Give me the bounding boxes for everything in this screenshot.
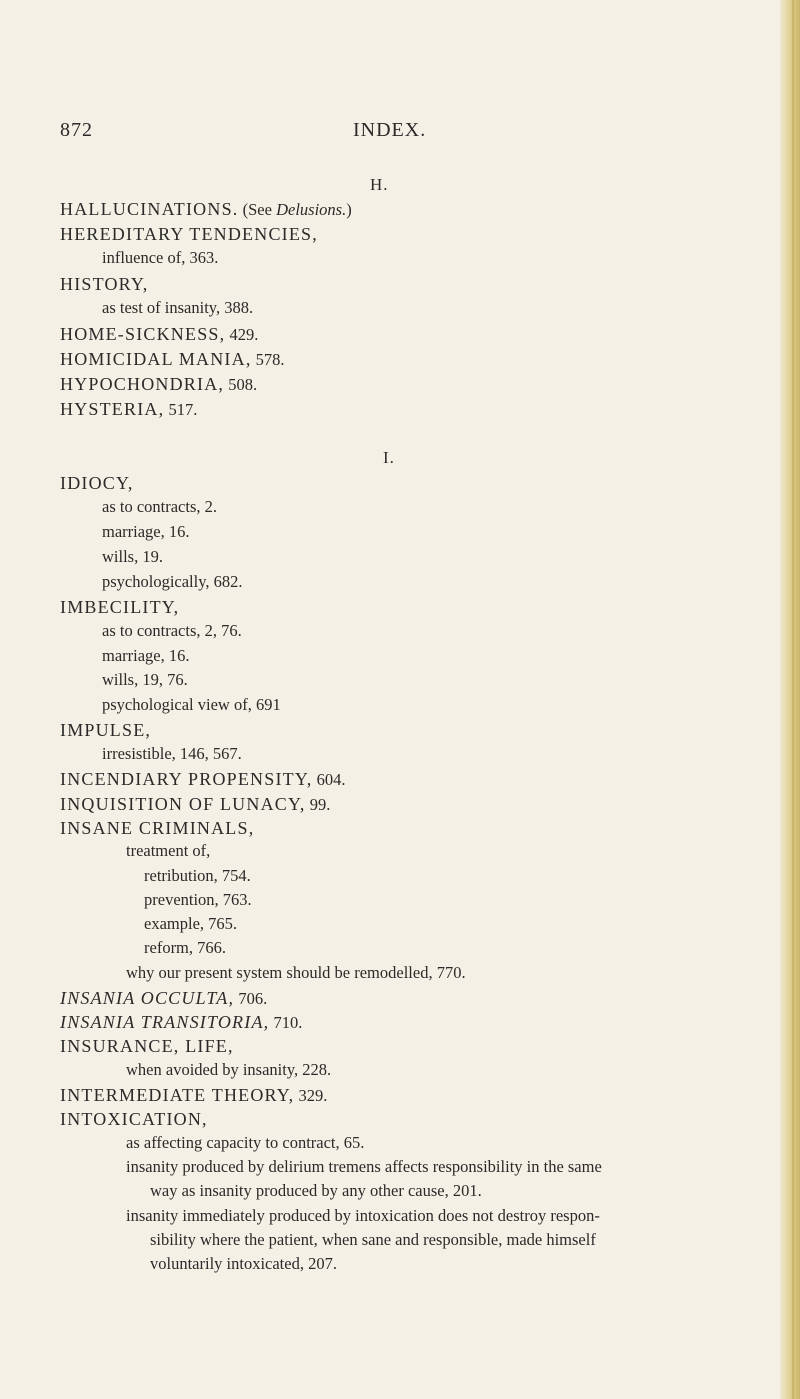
page-number: 872 — [60, 119, 93, 141]
index-line — [60, 1086, 327, 1105]
index-line — [144, 940, 226, 957]
index-line — [102, 524, 190, 541]
index-text: 517. — [164, 400, 198, 419]
index-line — [60, 819, 254, 838]
index-line — [60, 375, 257, 394]
index-line — [102, 746, 242, 763]
index-line — [102, 623, 242, 640]
index-line — [60, 989, 267, 1008]
index-headword: HOMICIDAL MANIA, — [60, 349, 252, 369]
index-text: 578. — [251, 350, 285, 369]
index-text: why our present system should be remodelled, 770. — [126, 963, 466, 982]
index-text: ) — [346, 200, 352, 219]
index-text: Delusions. — [276, 200, 347, 219]
index-text: as test of insanity, 388. — [102, 298, 254, 317]
index-line — [60, 1110, 208, 1129]
index-line — [60, 200, 352, 219]
index-line — [60, 795, 330, 814]
index-line — [60, 350, 285, 369]
index-text: treatment of, — [126, 841, 211, 860]
index-text: 508. — [224, 375, 258, 394]
index-text: 329. — [294, 1086, 328, 1105]
index-text: (See — [238, 200, 277, 219]
index-text: as to contracts, 2. — [102, 497, 218, 516]
index-text: voluntarily intoxicated, 207. — [150, 1254, 337, 1273]
index-line — [60, 400, 197, 419]
index-line — [60, 275, 148, 294]
index-text: psychologically, 682. — [102, 572, 243, 591]
index-line — [102, 250, 218, 267]
index-text: marriage, 16. — [102, 522, 190, 541]
index-text: sibility where the patient, when sane and responsible, made himself — [150, 1230, 596, 1249]
index-headword: HISTORY, — [60, 274, 149, 294]
index-text: 706. — [234, 989, 268, 1008]
index-text: 429. — [225, 325, 259, 344]
index-text: way as insanity produced by any other cause, 201. — [150, 1181, 482, 1200]
index-headword: HEREDITARY TENDENCIES, — [60, 224, 318, 244]
index-line — [144, 892, 252, 909]
index-text: 604. — [312, 770, 346, 789]
index-text: wills, 19. — [102, 547, 163, 566]
index-line — [102, 499, 217, 516]
index-line — [60, 770, 345, 789]
index-headword: INQUISITION OF LUNACY, — [60, 794, 306, 814]
index-text: irresistible, 146, 567. — [102, 744, 242, 763]
index-headword: INTOXICATION, — [60, 1109, 208, 1129]
index-headword: HALLUCINATIONS. — [60, 199, 239, 219]
index-headword: INCENDIARY PROPENSITY, — [60, 769, 313, 789]
index-line — [126, 1159, 602, 1176]
index-text: retribution, 754. — [144, 866, 251, 885]
page-edge-line — [792, 0, 794, 1399]
running-head-title: INDEX. — [353, 119, 427, 141]
index-line — [60, 474, 134, 493]
section-letter: I. — [383, 448, 395, 467]
index-line — [102, 697, 281, 714]
index-headword: IMPULSE, — [60, 720, 152, 740]
index-text: as to contracts, 2, 76. — [102, 621, 242, 640]
index-line — [126, 965, 466, 982]
index-line — [126, 1135, 364, 1152]
index-headword: IDIOCY, — [60, 473, 134, 493]
index-headword: HYPOCHONDRIA, — [60, 374, 225, 394]
index-line — [102, 300, 253, 317]
index-headword: INSANIA TRANSITORIA, — [60, 1012, 270, 1032]
index-headword: INSURANCE, LIFE, — [60, 1036, 234, 1056]
index-line — [102, 549, 163, 566]
index-line — [60, 1013, 302, 1032]
section-letter: H. — [370, 175, 389, 194]
index-line — [60, 598, 179, 617]
index-text: marriage, 16. — [102, 646, 190, 665]
index-text: wills, 19, 76. — [102, 670, 188, 689]
index-line — [102, 648, 190, 665]
index-line — [60, 1037, 234, 1056]
index-headword: INSANE CRIMINALS, — [60, 818, 255, 838]
index-text: insanity produced by delirium tremens affects responsibility in the same — [126, 1157, 602, 1176]
index-line — [102, 574, 243, 591]
index-line — [150, 1183, 482, 1200]
index-text: prevention, 763. — [144, 890, 252, 909]
index-line — [60, 325, 258, 344]
index-text: insanity immediately produced by intoxication does not destroy respon- — [126, 1206, 600, 1225]
index-line — [102, 672, 188, 689]
index-text: as affecting capacity to contract, 65. — [126, 1133, 365, 1152]
index-text: influence of, 363. — [102, 248, 219, 267]
index-headword: HYSTERIA, — [60, 399, 165, 419]
index-text: example, 765. — [144, 914, 238, 933]
index-text: when avoided by insanity, 228. — [126, 1060, 332, 1079]
index-line — [150, 1256, 337, 1273]
index-text: reform, 766. — [144, 938, 227, 957]
index-line — [60, 225, 318, 244]
index-headword: HOME-SICKNESS, — [60, 324, 226, 344]
index-line — [126, 1062, 331, 1079]
index-text: 99. — [305, 795, 331, 814]
index-headword: IMBECILITY, — [60, 597, 180, 617]
index-line — [144, 868, 251, 885]
index-line — [126, 1208, 600, 1225]
index-text: psychological view of, 691 — [102, 695, 281, 714]
index-line — [144, 916, 237, 933]
page-edge — [780, 0, 800, 1399]
index-line — [126, 843, 210, 860]
index-headword: INSANIA OCCULTA, — [60, 988, 235, 1008]
index-line — [150, 1232, 596, 1249]
index-text: 710. — [269, 1013, 303, 1032]
index-headword: INTERMEDIATE THEORY, — [60, 1085, 295, 1105]
index-line — [60, 721, 151, 740]
